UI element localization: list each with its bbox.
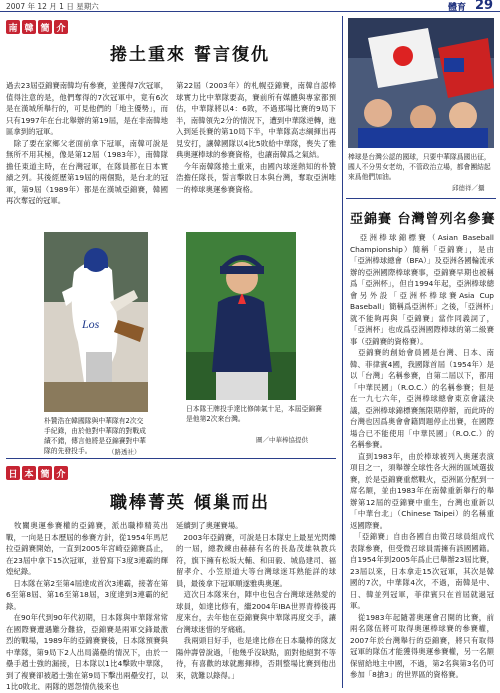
badge-char: 南 bbox=[6, 20, 20, 34]
badge-char: 介 bbox=[54, 466, 68, 480]
svg-text:Los: Los bbox=[82, 317, 100, 331]
badge-char: 韓 bbox=[22, 20, 36, 34]
korea-body-col2: 第22屆（2003年）的札幌亞錦賽，南韓自認棒球實力比中華隊要高，賽前所有媒體與專家都預估，中華隊將以4：6敗，不過那場比賽的9局下半，南韓領先2分的情況下，遭到中華隊逆轉，進入到延長賽的第10局下半，中華隊高志綱揮出再見安打，讓韓國隊以4比5敗給中華隊，喪失了雅典奧運棒球的參賽資格，也讓南韓爲之氣結。 今年南韓隊捲土重來，由國內球迷熱知的朴贊浩擔任隊長，誓言擊敗日本與台灣，奪取亞洲唯一的棒球奧運參賽資格。 bbox=[176, 81, 336, 194]
japan-photo2-caption: 日本隊王牌投手達比修帥氣十足，本屆亞錦賽是他第2次來台灣。 bbox=[186, 405, 322, 423]
fans-photo-caption: 棒球是台灣公認的國球，只要中華隊爲國出征，國人不分男女老幼，不管政治立場，都會團結起來爲他們加油。 bbox=[348, 153, 491, 181]
right-divider bbox=[346, 198, 496, 199]
issue-date: 2007 年 12 月 1 日 星期六 bbox=[6, 2, 99, 11]
badge-char: 介 bbox=[54, 20, 68, 34]
japan-body-col2: 延續到了奧運賽場。 2003年亞錦賽，可說是日本隊史上最星光閃爍的一屆，總教練由赫赫有名的長島茂雄執教兵符，旗下擁有松坂大輔、和田毅、城島建司、福留孝介、小笠原道大等台灣球迷耳熟能詳的球員，最後拿下冠軍順遂雅典奧運。 這次日本隊來台，陣中也包含台灣球迷熱愛的球員，如達比修有，繼2004年IBA世界青棒後再度來台，去年他在亞錦賽與中華隊再度交手，讓台灣球迷惜的牙痛痛。 我兩頭目好手，也是達比修在日本職棒的隊友陽仲壽曾說過，「他幾乎沒缺點，面對他絕對不等待，有喜歡的球就應揮棒，否則整場比賽到他出來，就難以錄得。」 bbox=[176, 521, 336, 680]
fans-photo bbox=[348, 18, 494, 148]
korea-photo1-credit: （路透社） bbox=[108, 448, 141, 456]
korea-pitcher-photo bbox=[44, 232, 148, 412]
section-divider bbox=[6, 458, 336, 459]
korea-badge bbox=[6, 20, 68, 34]
asia-title: 亞錦賽 台灣曾列名參賽 bbox=[350, 212, 496, 227]
badge-char: 日 bbox=[6, 466, 20, 480]
page-number: 29 bbox=[475, 0, 494, 13]
japan-badge bbox=[6, 466, 68, 480]
korea-title: 捲土重來 誓言復仇 bbox=[110, 45, 270, 65]
korea-body-col1: 過去23屆亞錦賽南韓均有參賽，並獲得7次冠軍，值得注意的是，他們奪得的7次冠軍中，竟有6次是在漢城所舉行的，可見他們的「地主優勢」，而只有1997年在台北舉辦的第19屆，是在非南韓地區拿到的冠軍。 除了要在家鄉父老面前拿下冠軍，南韓可說是無所不用其極，像是第12屆（1983年），南韓隊擔任東道主時，在台灣冠軍，在隊員都在日本實績之列。其後經歷第19屆的兩個點，是台北的冠軍，第9屆（1989年）都是在漢城亞錦賽，韓國再次奪冠的冠軍。 bbox=[6, 81, 168, 205]
asia-body: 亞洲棒球錦標賽（Asian Baseball Championship）簡稱「亞錦賽」，是由「亞洲棒球總會（BFA）」及亞洲各國輪流承辦的亞洲國際棒球賽事，亞錦賽早期也被稱爲「亞洲杯」，但自1994年起，亞洲棒球總會另外設「亞洲杯棒球賽Asia Cup Baseball」簡稱爲亞洲杯」之後，「亞洲杯」就不能夠再與「亞錦賽」當作同義詞了，「亞洲杯」也成爲亞洲國際棒球的第二級賽事（亞錦賽的資格賽）。 亞錦賽的創始會員國是台灣、日本、南韓、菲律賓4國，我國隊首屆（1954年）是以「台灣」名稱參賽，自第二屆以下，都用「中華民國」（R.O.C.）的名稱參賽；但是在一九七六年，亞洲棒球總會東京會議決議，亞洲棒球錦標賽無限期停辦，而此時的台灣也因爲奧會會籍問題停止出賽，在國際場合已不能使用「中華民國」（R.O.C.）的名稱參賽。 直到1983年，由於棒球被列入奧運表演項目之一，須舉辦全球性各大洲的區域選拔賽，於是亞錦賽重燃戰火，亞洲區分配到一席名額，並由1983年在南韓重新舉行的舉辦第12屆的亞錦賽中重生，台灣也重新以「中華台北」（Chinese Taipei）的名稱重返國際賽。 「亞錦賽」自由各國自由徵召球員組成代表隊參賽，但受微召球員需擁有該國國籍。自1954年到2005年爲止已舉辦23屆比賽，23屆以來，日本拿走15次冠軍，其次是韓國的7次，中華隊4次，不過，南韓是中、日、韓並列冠軍，菲律賓只在首屆就過冠軍。 從1983年起隨著奧運會召開的比賽，前兩名隊伍將可取得奧運棒球賽的參賽權，2007年於台灣舉行的亞錦賽，將只有取得冠軍的隊伍才能獲得奧運參賽權，另一名額保留給地主中國，不過，第2名與第3名仍可參加「8搶3」的世界區的資格賽。 bbox=[350, 233, 494, 679]
badge-char: 簡 bbox=[38, 466, 52, 480]
badge-char: 本 bbox=[22, 466, 36, 480]
japan-photo2-credit: 圖／中華棒協提供 bbox=[256, 436, 308, 444]
korea-photo1-caption: 朴贊浩在韓國隊與中華隊有2次交手紀錄，由於他對中華隊的對戰成績不錯，傳言他將是亞錦賽對中華隊的先發投手。 bbox=[44, 417, 146, 455]
japan-title: 職棒菁英 傾巢而出 bbox=[110, 493, 270, 513]
japan-body-col1: 牧關奧運參賽權的亞錦賽，派出職棒精英出戰，一向是日本歷屆的參賽方針，從1954年馬尼拉亞錦賽開始，一直到2005年宮崎亞錦賽爲止，在23屆中拿下15次冠軍，並曾寫下3度3連霸的輝煌紀錄。 日本隊在第2至第4屆達成首次3連霸，接著在第6至第8屆、第16至第18屆，3度達到3連霸的紀錄。 在90年代到90年代初期，日本隊與中華隊常常在國際賽遭遇難分難捨，亞錦賽是兩軍交鋒最激烈的戰場，1989年的亞錦賽賽後，日本隊預賽與中華隊，第9局下2人出局滿壘的情況下，由於一壘手趙士強的漏接，日本隊以1比4擊敗中華隊，到了複賽卻被趙士強在第9局下擊出兩壘安打，以1比0敗北，兩隊的恩怨情仇後來也 bbox=[6, 521, 168, 690]
badge-char: 簡 bbox=[38, 20, 52, 34]
column-divider bbox=[342, 16, 343, 688]
section-name: 體育 bbox=[448, 3, 467, 13]
japan-pitcher-photo bbox=[186, 232, 296, 400]
fans-photo-credit: 邱德祥／攝 bbox=[452, 184, 485, 192]
